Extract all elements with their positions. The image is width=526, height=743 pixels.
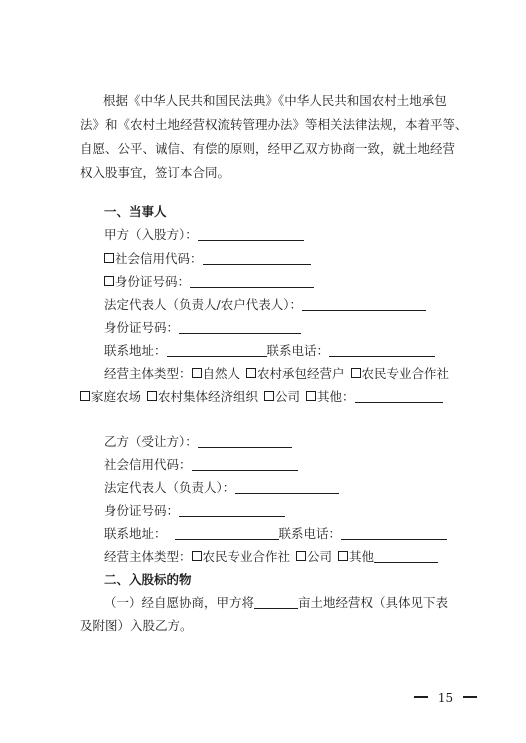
checkbox[interactable] <box>306 391 316 401</box>
party-a-rep-id-label: 身份证号码： <box>104 320 180 335</box>
party-a-id-field[interactable] <box>190 274 314 288</box>
party-a-legal-rep-label: 法定代表人（负责人/农户代表人）： <box>104 297 302 312</box>
acreage-field[interactable] <box>254 595 298 609</box>
checkbox[interactable] <box>264 391 274 401</box>
party-b-rep-id-label: 身份证号码： <box>104 503 180 518</box>
party-a-credit-field[interactable] <box>203 251 311 265</box>
party-b-entity-label: 经营主体类型： <box>104 549 192 564</box>
preamble-line-1: 根据《中华人民共和国民法典》《中华人民共和国农村土地承包 <box>103 93 447 108</box>
party-a-address-label: 联系地址： <box>104 343 167 358</box>
option-label: 其他 <box>349 549 375 564</box>
party-a-contact-row <box>104 343 435 359</box>
party-a-credit-row <box>104 251 311 267</box>
preamble-line-3: 自愿、公平、诚信、有偿的原则，经甲乙双方协商一致，就土地经营 <box>80 141 456 156</box>
checkbox[interactable] <box>80 391 90 401</box>
party-a-address-field[interactable] <box>167 343 267 357</box>
party-b-entity-row <box>104 549 438 565</box>
party-b-credit-label: 社会信用代码： <box>104 457 192 472</box>
party-a-entity-label: 经营主体类型： <box>104 366 192 381</box>
page-number-text: 15 <box>437 691 454 705</box>
preamble-line-4: 权入股事宜，签订本合同。 <box>80 165 231 180</box>
party-a-title: 甲方（入股方）： <box>104 227 198 242</box>
clause-1-line-1 <box>104 595 448 611</box>
option-label: 其他： <box>317 389 355 404</box>
party-b-title: 乙方（受让方）： <box>104 434 198 449</box>
party-a-entity-row-2 <box>80 389 443 405</box>
party-a-rep-id-row <box>104 320 301 336</box>
checkbox[interactable] <box>338 551 348 561</box>
party-b-credit-field[interactable] <box>192 457 298 471</box>
checkbox[interactable] <box>192 368 202 378</box>
party-a-phone-field[interactable] <box>329 343 435 357</box>
option-label: 自然人 <box>202 366 241 381</box>
party-b-phone-field[interactable] <box>341 526 447 540</box>
party-a-legal-rep-field[interactable] <box>302 297 426 311</box>
party-b-rep-id-field[interactable] <box>179 503 285 517</box>
option-label: 农村集体经济组织 <box>158 389 259 404</box>
party-b-contact-row <box>104 526 447 542</box>
dash-right <box>463 696 477 698</box>
section-heading-parties: 一、当事人 <box>104 204 167 219</box>
party-b-legal-rep-row <box>104 480 339 496</box>
preamble-line-2: 法》和《农村土地经营权流转管理办法》等相关法律法规，本着平等、 <box>80 117 468 132</box>
party-b-legal-rep-label: 法定代表人（负责人）： <box>104 480 236 495</box>
checkbox[interactable] <box>104 253 114 263</box>
party-b-address-field[interactable] <box>175 526 279 540</box>
party-a-id-row <box>104 274 314 290</box>
clause-1-line-2: 及附图）入股乙方。 <box>80 618 193 633</box>
party-a-phone-label: 联系电话： <box>266 343 330 358</box>
dash-left <box>414 696 428 698</box>
clause-1-text-a: （一）经自愿协商，甲方将 <box>104 595 255 610</box>
checkbox[interactable] <box>246 368 256 378</box>
option-label: 公司 <box>307 549 333 564</box>
party-a-entity-row-1 <box>104 366 449 382</box>
party-a-id-label: 身份证号码： <box>115 274 191 289</box>
party-a-legal-rep-row <box>104 297 426 313</box>
option-label: 农民专业合作社 <box>202 549 291 564</box>
section-heading-subject: 二、入股标的物 <box>104 572 192 587</box>
party-b-phone-label: 联系电话： <box>278 526 342 541</box>
party-a-rep-id-field[interactable] <box>179 320 301 334</box>
party-b-other-field[interactable] <box>374 549 438 563</box>
party-a-name-field[interactable] <box>198 227 304 241</box>
option-label: 农村承包经营户 <box>257 366 345 381</box>
checkbox[interactable] <box>147 391 157 401</box>
option-label: 农民专业合作社 <box>361 366 450 381</box>
page-number <box>414 690 477 706</box>
clause-1-text-b: 亩土地经营权（具体见下表 <box>298 595 449 610</box>
party-a-row <box>104 227 304 243</box>
party-b-legal-rep-field[interactable] <box>235 480 339 494</box>
checkbox[interactable] <box>192 551 202 561</box>
party-a-credit-label: 社会信用代码： <box>115 251 203 266</box>
checkbox[interactable] <box>104 276 114 286</box>
party-b-rep-id-row <box>104 503 285 519</box>
party-a-other-field[interactable] <box>355 389 443 403</box>
checkbox[interactable] <box>351 368 361 378</box>
party-b-row <box>104 434 292 450</box>
party-b-name-field[interactable] <box>198 434 292 448</box>
party-b-credit-row <box>104 457 298 473</box>
option-label: 家庭农场 <box>91 389 142 404</box>
checkbox[interactable] <box>296 551 306 561</box>
option-label: 公司 <box>275 389 301 404</box>
party-b-address-label: 联系地址： <box>104 526 167 541</box>
